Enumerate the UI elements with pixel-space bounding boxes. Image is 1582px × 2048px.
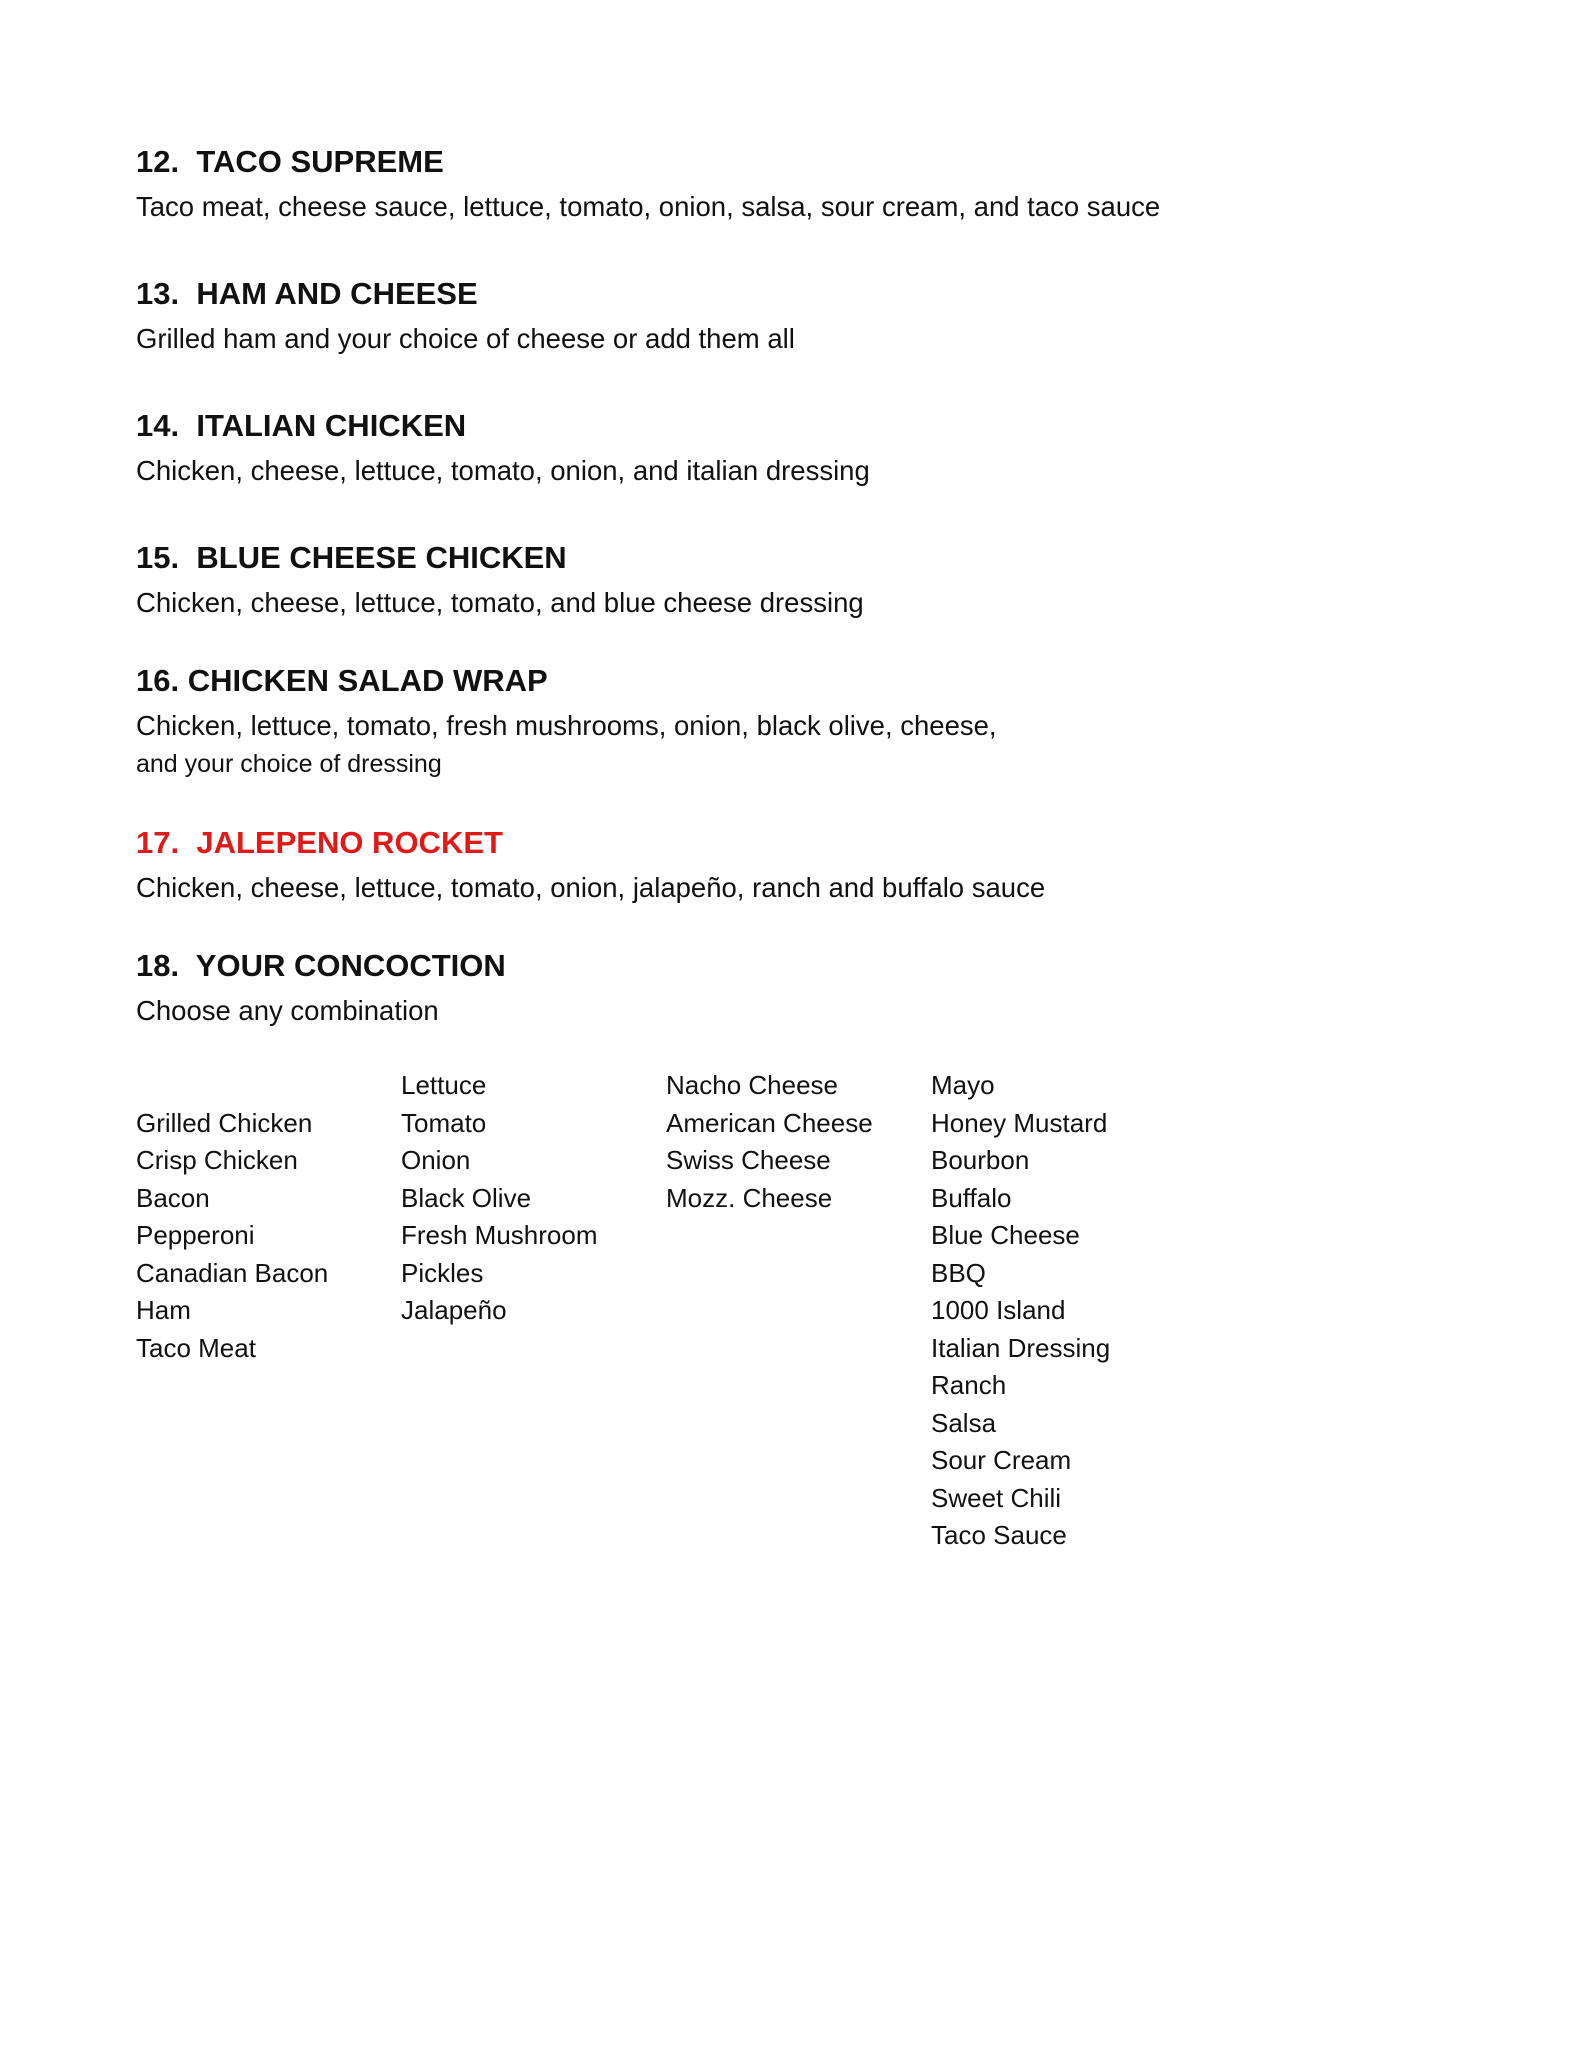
- item-15-title: [136, 540, 567, 576]
- combo-protein-item: Grilled Chicken: [136, 1107, 313, 1138]
- combo-veggie-item: Lettuce: [401, 1070, 487, 1100]
- combo-protein-item: Crisp Chicken: [136, 1145, 298, 1175]
- item-18-number: 18.: [136, 948, 180, 983]
- combo-sauce-item: Taco Sauce: [931, 1520, 1067, 1550]
- item-12-title: [136, 144, 444, 180]
- item-17-description: Chicken, cheese, lettuce, tomato, onion, jalapeño, ranch and buffalo sauce: [136, 872, 1046, 903]
- item-18-title: [136, 948, 506, 984]
- combo-sauce-item: BBQ: [931, 1257, 986, 1288]
- combo-sauce-item: Sweet Chili: [931, 1482, 1062, 1513]
- item-13-name: HAM AND CHEESE: [196, 276, 478, 311]
- combo-sauce-item: Blue Cheese: [931, 1220, 1080, 1250]
- item-13-title: [136, 276, 478, 312]
- item-17-name: JALEPENO ROCKET: [196, 825, 503, 860]
- combo-sauces-column: [931, 1067, 1191, 1555]
- item-16-description-line2: and your choice of dressing: [136, 750, 442, 778]
- item-13-number: 13.: [136, 276, 180, 311]
- item-14-title: [136, 408, 466, 444]
- combo-protein-item: Canadian Bacon: [136, 1257, 329, 1288]
- item-16-name: CHICKEN SALAD WRAP: [187, 663, 548, 698]
- combo-sauce-item: 1000 Island: [931, 1295, 1066, 1325]
- combo-sauce-item: Italian Dressing: [931, 1332, 1111, 1363]
- item-14-name: ITALIAN CHICKEN: [196, 408, 467, 443]
- item-17-title: [136, 825, 503, 861]
- combo-veggie-item: Jalapeño: [401, 1295, 507, 1325]
- item-14-description: Chicken, cheese, lettuce, tomato, onion, and italian dressing: [136, 455, 870, 486]
- combo-veggie-item: Onion: [401, 1145, 471, 1175]
- item-14-number: 14.: [136, 408, 180, 443]
- combo-cheese-item: Mozz. Cheese: [666, 1182, 833, 1213]
- combo-cheese-item: Nacho Cheese: [666, 1070, 838, 1100]
- combo-veggie-item: Fresh Mushroom: [401, 1220, 598, 1250]
- combo-protein-item: Pepperoni: [136, 1220, 255, 1250]
- item-15-name: BLUE CHEESE CHICKEN: [196, 540, 567, 575]
- item-12-name: TACO SUPREME: [196, 144, 444, 179]
- combo-veggies-column: [401, 1067, 661, 1330]
- item-15-number: 15.: [136, 540, 180, 575]
- combo-sauce-item: Salsa: [931, 1407, 997, 1438]
- combo-sauce-item: Honey Mustard: [931, 1107, 1108, 1138]
- combo-cheeses-column: [666, 1067, 926, 1217]
- item-16-number: 16.: [136, 663, 180, 698]
- item-12-description: Taco meat, cheese sauce, lettuce, tomato, onion, salsa, sour cream, and taco sauce: [136, 191, 1161, 222]
- item-16-title: [136, 663, 548, 699]
- combo-sauce-item: Mayo: [931, 1070, 995, 1100]
- combo-cheese-item: American Cheese: [666, 1107, 873, 1138]
- item-16-description-line1: Chicken, lettuce, tomato, fresh mushrooms, onion, black olive, cheese,: [136, 710, 997, 741]
- item-15-description: Chicken, cheese, lettuce, tomato, and blue cheese dressing: [136, 587, 864, 618]
- item-13-description: Grilled ham and your choice of cheese or add them all: [136, 323, 795, 354]
- item-18-name: YOUR CONCOCTION: [195, 948, 506, 983]
- item-17-number: 17.: [136, 825, 180, 860]
- combo-protein-item: Ham: [136, 1295, 191, 1325]
- combo-sauce-item: Ranch: [931, 1370, 1007, 1400]
- combo-proteins-column: [136, 1105, 396, 1368]
- combo-veggie-item: Black Olive: [401, 1182, 532, 1213]
- combo-protein-item: Bacon: [136, 1182, 210, 1213]
- combo-sauce-item: Sour Cream: [931, 1445, 1072, 1475]
- combo-cheese-item: Swiss Cheese: [666, 1145, 831, 1175]
- combo-veggie-item: Pickles: [401, 1257, 484, 1288]
- item-16-description: [136, 707, 997, 783]
- combo-sauce-item: Bourbon: [931, 1145, 1030, 1175]
- item-18-description: Choose any combination: [136, 995, 439, 1026]
- combo-sauce-item: Buffalo: [931, 1182, 1012, 1213]
- combo-veggie-item: Tomato: [401, 1107, 487, 1138]
- combo-protein-item: Taco Meat: [136, 1332, 256, 1363]
- item-12-number: 12.: [136, 144, 180, 179]
